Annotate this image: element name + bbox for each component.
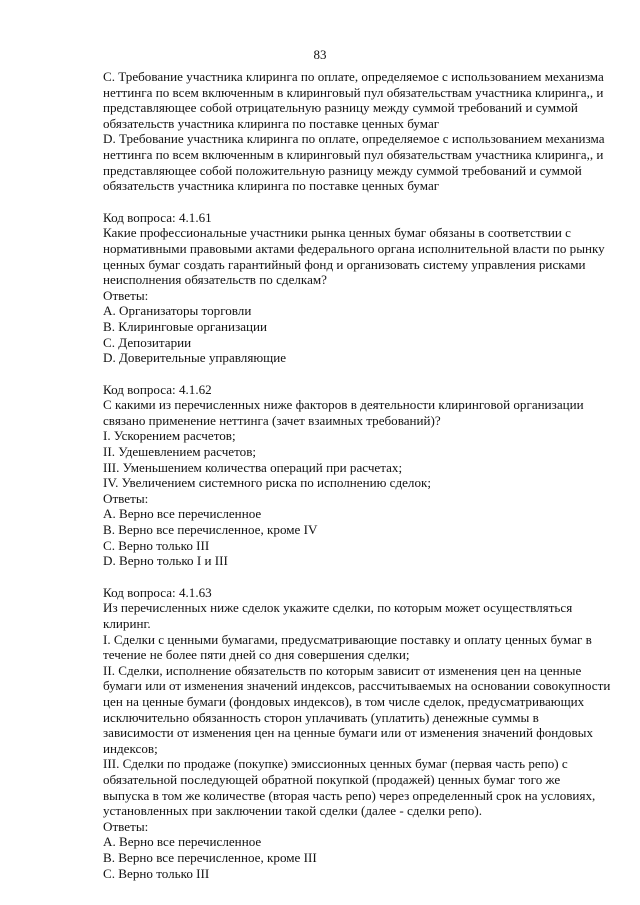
question-item: II. Удешевлением расчетов;	[103, 444, 257, 460]
spacer	[103, 194, 603, 210]
option-c-block	[103, 69, 603, 131]
question-item: обязательной последующей обратной покупкой (продажей) ценных бумаг того же	[103, 771, 561, 787]
option-d-line: неттинга по всем включенным в клиринговый пул обязательствам участника клиринга,, и	[103, 146, 604, 162]
question-code: Код вопроса: 4.1.63	[103, 584, 212, 600]
option-d-line: представляющее собой положительную разницу между суммой требований и суммой	[103, 162, 582, 178]
question-item: течение не более пяти дней со дня совершения сделки;	[103, 647, 410, 663]
answer-option: D. Верно только I и III	[103, 553, 228, 569]
question-item: цен на ценные бумаги (фондовых индексов), в том числе сделок, предусматривающих	[103, 693, 585, 709]
question-item: исключительно обязанность сторон уплачивать (уплатить) денежные суммы в	[103, 709, 539, 725]
question-4-1-61	[103, 210, 603, 366]
question-item: I. Сделки с ценными бумагами, предусматривающие поставку и оплату ценных бумаг в	[103, 631, 592, 647]
answer-option: B. Верно все перечисленное, кроме III	[103, 849, 317, 865]
option-c-line: обязательств участника клиринга по поставке ценных бумаг	[103, 115, 440, 131]
answer-option: A. Верно все перечисленное	[103, 506, 262, 522]
answer-option: B. Клиринговые организации	[103, 318, 268, 334]
question-4-1-63	[103, 584, 611, 881]
question-item: выпуска в том же количестве (вторая часть репо) через определенный срок на условиях,	[103, 787, 596, 803]
question-text-line: С какими из перечисленных ниже факторов в деятельности клиринговой организации	[103, 397, 584, 413]
option-d-block	[103, 131, 603, 193]
answer-option: C. Верно только III	[103, 865, 210, 881]
question-text-line: неисполнения обязательств по сделкам?	[103, 272, 327, 288]
question-text-line: Из перечисленных ниже сделок укажите сделки, по которым может осуществляться	[103, 600, 573, 616]
question-code: Код вопроса: 4.1.61	[103, 209, 212, 225]
option-c-line: неттинга по всем включенным в клиринговый пул обязательствам участника клиринга,, и	[103, 84, 604, 100]
option-d-line: обязательств участника клиринга по поставке ценных бумаг	[103, 178, 440, 194]
page-content	[103, 69, 611, 881]
answer-option: B. Верно все перечисленное, кроме IV	[103, 522, 318, 538]
answer-option: D. Доверительные управляющие	[103, 350, 287, 366]
question-text-line: Какие профессиональные участники рынка ценных бумаг обязаны в соответствии с	[103, 225, 571, 241]
question-code: Код вопроса: 4.1.62	[103, 381, 212, 397]
answer-option: A. Верно все перечисленное	[103, 834, 262, 850]
question-item: зависимости от изменения цен на ценные бумаги или от изменения значений фондовых	[103, 725, 594, 741]
spacer	[103, 366, 603, 382]
answer-option: A. Организаторы торговли	[103, 303, 252, 319]
answer-option: C. Депозитарии	[103, 334, 192, 350]
question-text-line: нормативными правовыми актами федерального органа исполнительной власти по рынку	[103, 240, 605, 256]
answer-option: C. Верно только III	[103, 537, 210, 553]
spacer	[103, 569, 603, 585]
page-number: 83	[313, 47, 327, 62]
question-text-line: ценных бумаг создать гарантийный фонд и организовать систему управления рисками	[103, 256, 586, 272]
question-text-line: связано применение неттинга (зачет взаимных требований)?	[103, 412, 441, 428]
answers-label: Ответы:	[103, 490, 149, 506]
question-text-line: клиринг.	[103, 616, 151, 631]
question-item: II. Сделки, исполнение обязательств по которым зависит от изменения цен на ценные	[103, 662, 582, 678]
question-item: III. Уменьшением количества операций при расчетах;	[103, 459, 403, 475]
question-4-1-62	[103, 382, 603, 569]
option-c-line: представляющее собой отрицательную разницу между суммой требований и суммой	[103, 100, 578, 116]
question-item: IV. Увеличением системного риска по исполнению сделок;	[103, 475, 432, 491]
option-c-line: C. Требование участника клиринга по оплате, определяемое с использованием механизма	[103, 69, 604, 84]
question-item: установленных при заключении такой сделки (далее - сделки репо).	[103, 803, 482, 819]
question-item: индексов;	[103, 740, 158, 756]
question-item: I. Ускорением расчетов;	[103, 428, 236, 444]
question-item: бумаги или от изменения значений индексов, рассчитываемых на основании совокупности	[103, 678, 611, 694]
answers-label: Ответы:	[103, 287, 149, 303]
answers-label: Ответы:	[103, 818, 149, 834]
option-d-line: D. Требование участника клиринга по оплате, определяемое с использованием механизма	[103, 131, 605, 147]
question-item: III. Сделки по продаже (покупке) эмиссионных ценных бумаг (первая часть репо) с	[103, 756, 568, 772]
